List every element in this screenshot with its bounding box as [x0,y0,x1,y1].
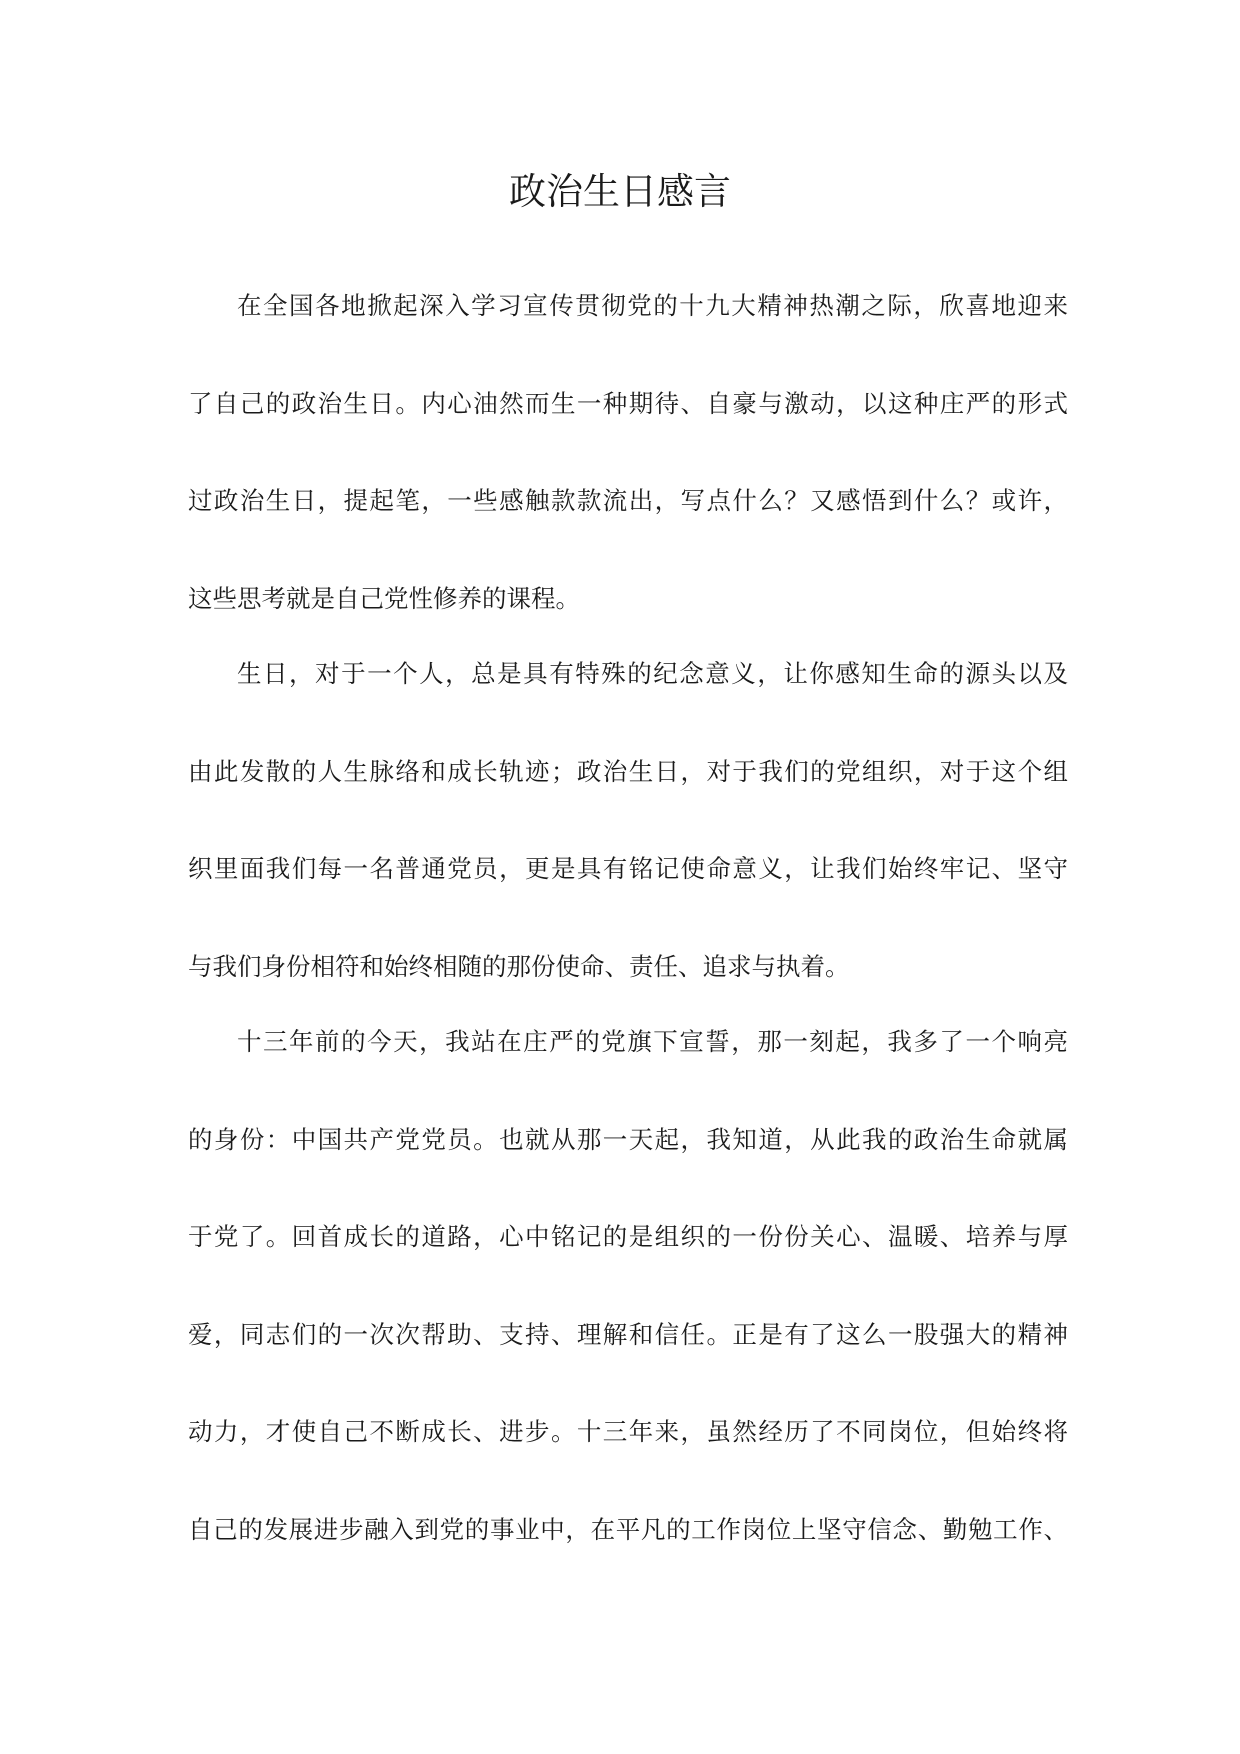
paragraph-line: 与我们身份相符和始终相随的那份使命、责任、追求与执着。 [188,951,850,981]
paragraph-line: 生日，对于一个人，总是具有特殊的纪念意义，让你感知生命的源头以及 [237,659,1068,688]
paragraph-line: 织里面我们每一名普通党员，更是具有铭记使命意义，让我们始终牢记、坚守 [188,854,1068,883]
paragraph-line: 于党了。回首成长的道路，心中铭记的是组织的一份份关心、温暖、培养与厚 [188,1222,1068,1251]
document-body [188,257,1068,1578]
paragraph-line: 自己的发展进步融入到党的事业中，在平凡的工作岗位上坚守信念、勤勉工作、 [188,1514,1068,1544]
paragraph-line: 这些思考就是自己党性修养的课程。 [188,583,580,613]
paragraph-3 [188,993,1068,1578]
paragraph-line: 爱，同志们的一次次帮助、支持、理解和信任。正是有了这么一股强大的精神 [188,1319,1068,1349]
document-title: 政治生日感言 [509,170,731,213]
paragraph-1 [188,257,1068,647]
paragraph-line: 由此发散的人生脉络和成长轨迹；政治生日，对于我们的党组织，对于这个组 [188,756,1068,786]
paragraph-line: 动力，才使自己不断成长、进步。十三年来，虽然经历了不同岗位，但始终将 [188,1417,1068,1446]
paragraph-2 [188,625,1068,1015]
paragraph-line: 在全国各地掀起深入学习宣传贯彻党的十九大精神热潮之际，欣喜地迎来 [237,291,1068,320]
paragraph-line: 了自己的政治生日。内心油然而生一种期待、自豪与激动，以这种庄严的形式 [188,388,1068,418]
paragraph-line: 过政治生日，提起笔，一些感触款款流出，写点什么？又感悟到什么？或许， [188,486,1068,515]
paragraph-line: 的身份：中国共产党党员。也就从那一天起，我知道，从此我的政治生命就属 [188,1124,1068,1154]
paragraph-line: 十三年前的今天，我站在庄严的党旗下宣誓，那一刻起，我多了一个响亮 [237,1027,1068,1056]
